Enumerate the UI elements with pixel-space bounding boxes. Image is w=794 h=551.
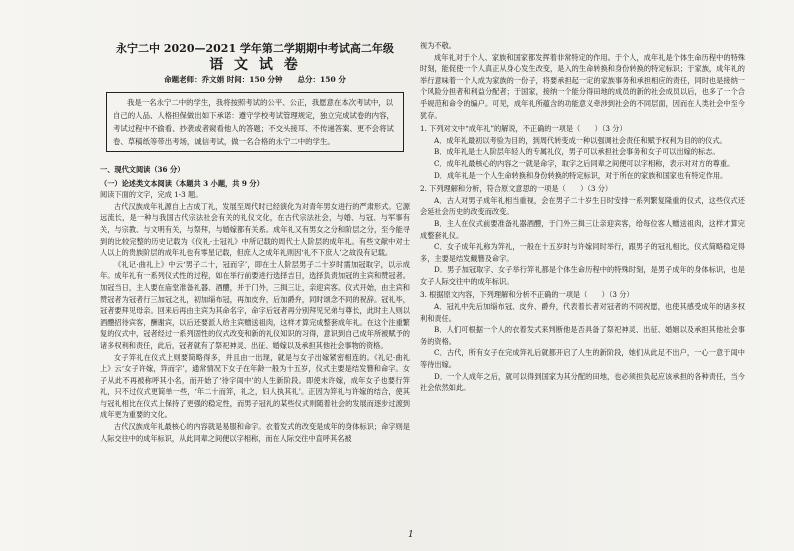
exam-subtitle: 语 文 试 卷 (209, 57, 301, 73)
question-option: D．男子加冠取字、女子举行笄礼都是个体生命历程中的特殊时刻，是男子成年的身体标识，也是女子人际交往中的成年标识。 (420, 265, 745, 286)
exam-meta: 命题老师：乔文娟 时间：150 分钟 总分：150 分 (164, 75, 346, 84)
integrity-pledge-box (106, 92, 404, 152)
question-option: B．成年礼是士人阶层年轻人的专属礼仪，男子可以承担社会事务和女子可以出嫁的标志。 (434, 147, 720, 157)
exam-title: 永宁二中 2020—2021 学年第二学期期中考试高二年级 (116, 42, 394, 55)
passage-paragraph: 女子笄礼在仪式上则要简略得多，并且由一出现，就是与女子出嫁紧密相连的。《礼记·曲礼上》云‘女子许嫁，笄而字’，通常情况下女子在年龄一般为十五岁，仪式主要是结发簪和命字。女子从此不再被称呼其小名，而开始了‘待字闺中’的人生新阶段。即使未许嫁，成年女子也要行笄礼，只不过仪式更简单一些，‘年二十而笄，礼之，妇人执其礼’。正因为笄礼与许嫁的结合，使其与冠礼相比在仪式上保持了更强的稳定性，而男子冠礼的某些仪式则随着社会的发展而逐步过渡到成年更为重要的文化。 (100, 352, 410, 420)
question-option: B．人们可根据一个人的衣着发式来判断他是否具备了祭祀神灵、出征、婚姻以及承担其他社会事务的资格。 (420, 325, 745, 346)
question-option: C．成年礼最核心的内容之一就是命字，取字之后同辈之间便可以字相称，表示对对方的尊重。 (434, 158, 735, 168)
question-3: 3. 根据原文内容，下列理解和分析不正确的一项是（ ）（3 分） (420, 290, 634, 300)
question-1: 1. 下列对文中“成年礼”的解说，不正确的一项是（ ）（3 分） (420, 124, 627, 134)
question-option: D．一个人成年之后，就可以得到国家为其分配的田地，也必须担负起应该承担的各种责任，当今社会依然如此。 (420, 371, 745, 393)
page-number: 1 (408, 530, 414, 540)
left-column (100, 40, 410, 444)
reading-instruction: 阅读下面的文字，完成 1-3 题。 (100, 190, 203, 200)
question-option: D．成年礼是一个人生命转换和身份转换的特定标识，对于所在的家族和国家也有特定作用。 (434, 170, 728, 180)
right-column (420, 40, 745, 394)
question-option: A．成年礼最初以考验为目的，到周代转变成一种以强调社会责任和赋予权利为目的的仪式。 (434, 135, 727, 145)
question-option: B．主人在仪式前要准备礼器酒醴，于门外三揖三让亲迎宾客，给每位客人赠送祖肉，这样才算完成整套礼仪。 (420, 218, 745, 240)
question-option: C．女子成年礼称为笄礼，一般在十五岁时与许嫁同时举行，跟男子的冠礼相比，仪式简略稳定得多，主要是结发戴簪及命字。 (420, 242, 745, 263)
integrity-pledge-text: 我是一名永宁二中的学生，我将按照考试的公平、公正，我愿意在本次考试中，以自己的人品、人格担保做出如下承诺：遵守学校考试管理规定，独立完成试卷的内容，考试过程中不偷看、抄袭或者窥看他人的答题；不交头接耳、不传递答案、更不会将试卷、草稿纸等带出考场，诚信考试，做一名合格的永宁二中的学生。 (113, 98, 394, 146)
question-option: A．古人对男子成年礼相当重视，会在男子二十岁生日时安排一系列繁复隆重的仪式，这些仪式还会延社会历史的改变而改变。 (420, 195, 745, 217)
question-2: 2. 下列理解和分析，符合原文意思的一项是（ ）（3 分） (420, 184, 613, 194)
subsection-heading: （一）论述类文本阅读（本题共 3 小题，共 9 分） (100, 178, 264, 188)
section-heading: 一、现代文阅读（36 分） (100, 165, 185, 174)
passage-paragraph: 《礼记·曲礼上》中云‘男子二十，冠而字’，即在士人阶层男子二十岁时需加冠取字，以示成年。成年礼有一系列仪式性的过程，如在举行前要进行选择吉日，选择负责加冠的主宾和赞冠者。加冠当日，主人要在庙堂准备礼器、酒醴，并于门外，三揖三让，亲迎宾客。仪式开始，由主宾和赞冠者为冠者行三加冠之礼，初加缁布冠，再加皮弁，后加爵弁，同时颂念不同的祝辞。冠礼毕，冠者要拜见母亲。回来后再由主宾为其命名字，命字后冠者再分别拜见兄弟与尊长，此时主人则以酒醴招待宾客，酬谢宾，以后还要派人给主宾赠送祖肉，这样才算完成整套成年礼。在这个注重繁复的仪式中，冠者经过一系列固性的仪式改变和新的礼仪知识的习得，意识到自己成年所被赋予的诸多权利和责任，此后，冠者就有了祭祀神灵、出征、婚嫁以及承担其他社会事物的资格。 (100, 259, 410, 350)
passage-paragraph: 成年礼对于个人、家族和国家都发挥着非常特定的作用。于个人，成年礼是个体生命历程中的特殊时刻，能促使一个人真正从身心发生改变，是入的生命转换和身份转换的特定标识；于家族，成年礼的举行意味着一个人成为家族的一份子，将要承担起一定的家族事务和承担相应的责任，同时也是接纳一个风险分担者和利益分配者；于国家，接纳一个能分得田地的成员的新的社会成员以后，也多了一个合乎规范和命令的编户。可见，成年礼所蕴含的功能意义牵涉到社会的不同层面，因而在人类社会中至今犹存。 (420, 52, 745, 120)
question-option: A．冠礼中先后加缁布冠、皮弁、爵弁，代表着长者对冠者的不同祝愿，也使其感受成年的诸多权利和责任。 (420, 302, 745, 323)
passage-paragraph: 古代汉族成年礼最核心的内容就是易服和命字。衣着发式的改变是成年的身体标识；命字则是人际交往中的成年标识，从此同辈之间便以字相称，而在人际交往中直呼其名被 (100, 422, 410, 443)
passage-continuation: 视为不敬。 (420, 41, 456, 50)
question-option: C．古代，所有女子在完成笄礼后就都开启了人生的新阶段，她们从此足不出户，一心一意于闺中等待出嫁。 (420, 348, 745, 370)
passage-paragraph: 古代汉族成年礼源自上古成丁礼，发展至周代时已经演化为对青年男女进行的严肃形式。它源远流长，是一种与我国古代宗法社会有关的礼仪文化，在古代宗法社会，与婚、与冠、与军事有关，与宗教、与文明有关，与祭拜，与婚嫁都有关系。成年礼又有男女之分和阶层之分，至今能寻到的比较完整的历史记载为《仪礼·士冠礼》中所记载的周代士人阶层的成年礼。有些文献中对士人以上的贵族阶层的成年礼也有零星记载，但庶人之成年礼则因‘礼不下庶人’之故没有记载。 (100, 201, 410, 258)
